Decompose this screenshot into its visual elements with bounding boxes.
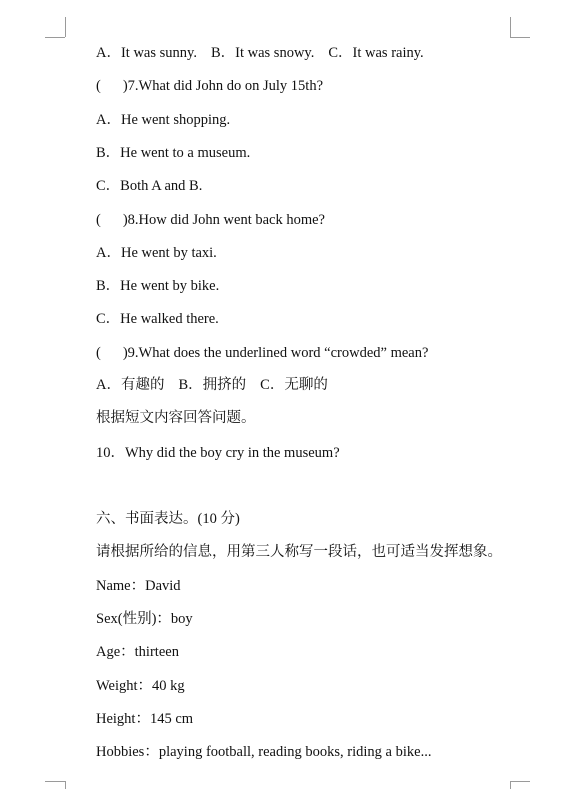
q8-option-c: C．He walked there. bbox=[96, 311, 219, 327]
q6-option-c: C．It was rainy. bbox=[328, 45, 424, 61]
q7-question: )7.What did John do on July 15th? bbox=[122, 78, 324, 94]
q8-open-paren: ( bbox=[96, 212, 101, 228]
info-hobbies: Hobbies：playing football, reading books, riding a bike... bbox=[96, 744, 432, 760]
q7-option-c: C．Both A and B. bbox=[96, 178, 203, 194]
info-weight: Weight：40 kg bbox=[96, 678, 185, 694]
crop-mark-bottom-left bbox=[45, 781, 65, 782]
q6-options bbox=[96, 44, 424, 62]
section-6-title: 六、书面表达。(10 分) bbox=[96, 511, 240, 527]
crop-mark-top-left-v bbox=[65, 17, 66, 37]
q9-open-paren: ( bbox=[96, 345, 101, 361]
section-6-instruction: 请根据所给的信息，用第三人称写一段话，也可适当发挥想象。 bbox=[96, 544, 502, 560]
answer-questions-instruction: 根据短文内容回答问题。 bbox=[96, 410, 256, 426]
info-age: Age：thirteen bbox=[96, 644, 179, 660]
q9-question: )9.What does the underlined word “crowded” mean? bbox=[122, 345, 429, 361]
q8-option-a: A．He went by taxi. bbox=[96, 245, 217, 261]
q8-stem bbox=[96, 211, 325, 229]
q9-option-a: A．有趣的 bbox=[96, 377, 165, 393]
info-name: Name：David bbox=[96, 578, 181, 594]
q10-question: 10．Why did the boy cry in the museum? bbox=[96, 445, 340, 461]
crop-mark-bottom-left-v bbox=[65, 781, 66, 789]
crop-mark-top-left bbox=[45, 37, 65, 38]
crop-mark-bottom-right-v bbox=[510, 781, 511, 789]
q7-option-b: B．He went to a museum. bbox=[96, 145, 251, 161]
q9-option-c: C．无聊的 bbox=[260, 377, 328, 393]
q6-option-a: A．It was sunny. bbox=[96, 45, 197, 61]
info-sex: Sex(性别)：boy bbox=[96, 611, 193, 627]
q9-options bbox=[96, 376, 328, 394]
q9-stem bbox=[96, 344, 428, 362]
crop-mark-top-right-v bbox=[510, 17, 511, 37]
q8-option-b: B．He went by bike. bbox=[96, 278, 220, 294]
crop-mark-bottom-right bbox=[510, 781, 530, 782]
q7-option-a: A．He went shopping. bbox=[96, 112, 231, 128]
crop-mark-top-right bbox=[510, 37, 530, 38]
q6-option-b: B．It was snowy. bbox=[210, 45, 315, 61]
q9-option-b: B．拥挤的 bbox=[178, 377, 247, 393]
q7-open-paren: ( bbox=[96, 78, 101, 94]
q7-stem bbox=[96, 77, 323, 95]
q8-question: )8.How did John went back home? bbox=[122, 212, 325, 228]
info-height: Height：145 cm bbox=[96, 711, 194, 727]
